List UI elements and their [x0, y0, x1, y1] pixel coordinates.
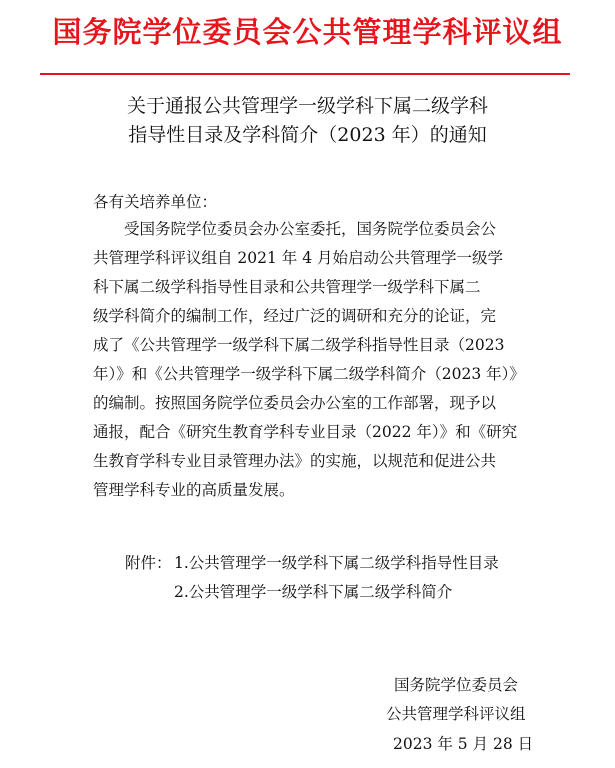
- attachment-item-2: 2.公共管理学一级学科下属二级学科简介: [174, 583, 453, 601]
- body-line: 共管理学科评议组自 2021 年 4 月始启动公共管理学一级学: [93, 249, 504, 267]
- document-title-line-2: 指导性目录及学科简介（2023 年）的通知: [128, 124, 487, 146]
- attachment-item-1: 1.公共管理学一级学科下属二级学科指导性目录: [174, 554, 499, 572]
- signature-date: 2023 年 5 月 28 日: [393, 735, 534, 753]
- body-line: 通报，配合《研究生教育学科专业目录（2022 年）》和《研究: [93, 423, 518, 441]
- body-line: 的编制。按照国务院学位委员会办公室的工作部署，现予以: [93, 394, 497, 412]
- body-line: 级学科简介的编制工作，经过广泛的调研和充分的论证，完: [93, 307, 497, 325]
- body-line: 受国务院学位委员会办公室委托，国务院学位委员会公: [93, 220, 497, 238]
- body-line: 生教育学科专业目录管理办法》的实施，以规范和促进公共: [93, 452, 497, 470]
- body-line: 成了《公共管理学一级学科下属二级学科指导性目录（2023: [93, 336, 505, 354]
- header-divider: [40, 73, 570, 75]
- body-line: 科下属二级学科指导性目录和公共管理学一级学科下属二: [93, 278, 481, 296]
- signature-committee: 公共管理学科评议组: [386, 705, 526, 723]
- document-title: [0, 92, 615, 150]
- attachment-label: 附件：: [125, 554, 172, 572]
- body-line: 管理学科专业的高质量发展。: [93, 481, 295, 499]
- document-title-line-1: 关于通报公共管理学一级学科下属二级学科: [126, 95, 488, 117]
- issuer-header: 国务院学位委员会公共管理学科评议组: [52, 15, 563, 49]
- signature-issuer: 国务院学位委员会: [394, 676, 519, 694]
- body-line: 年）》和《公共管理学一级学科下属二级学科简介（2023 年）》: [93, 365, 525, 383]
- salutation: 各有关培养单位：: [93, 193, 218, 211]
